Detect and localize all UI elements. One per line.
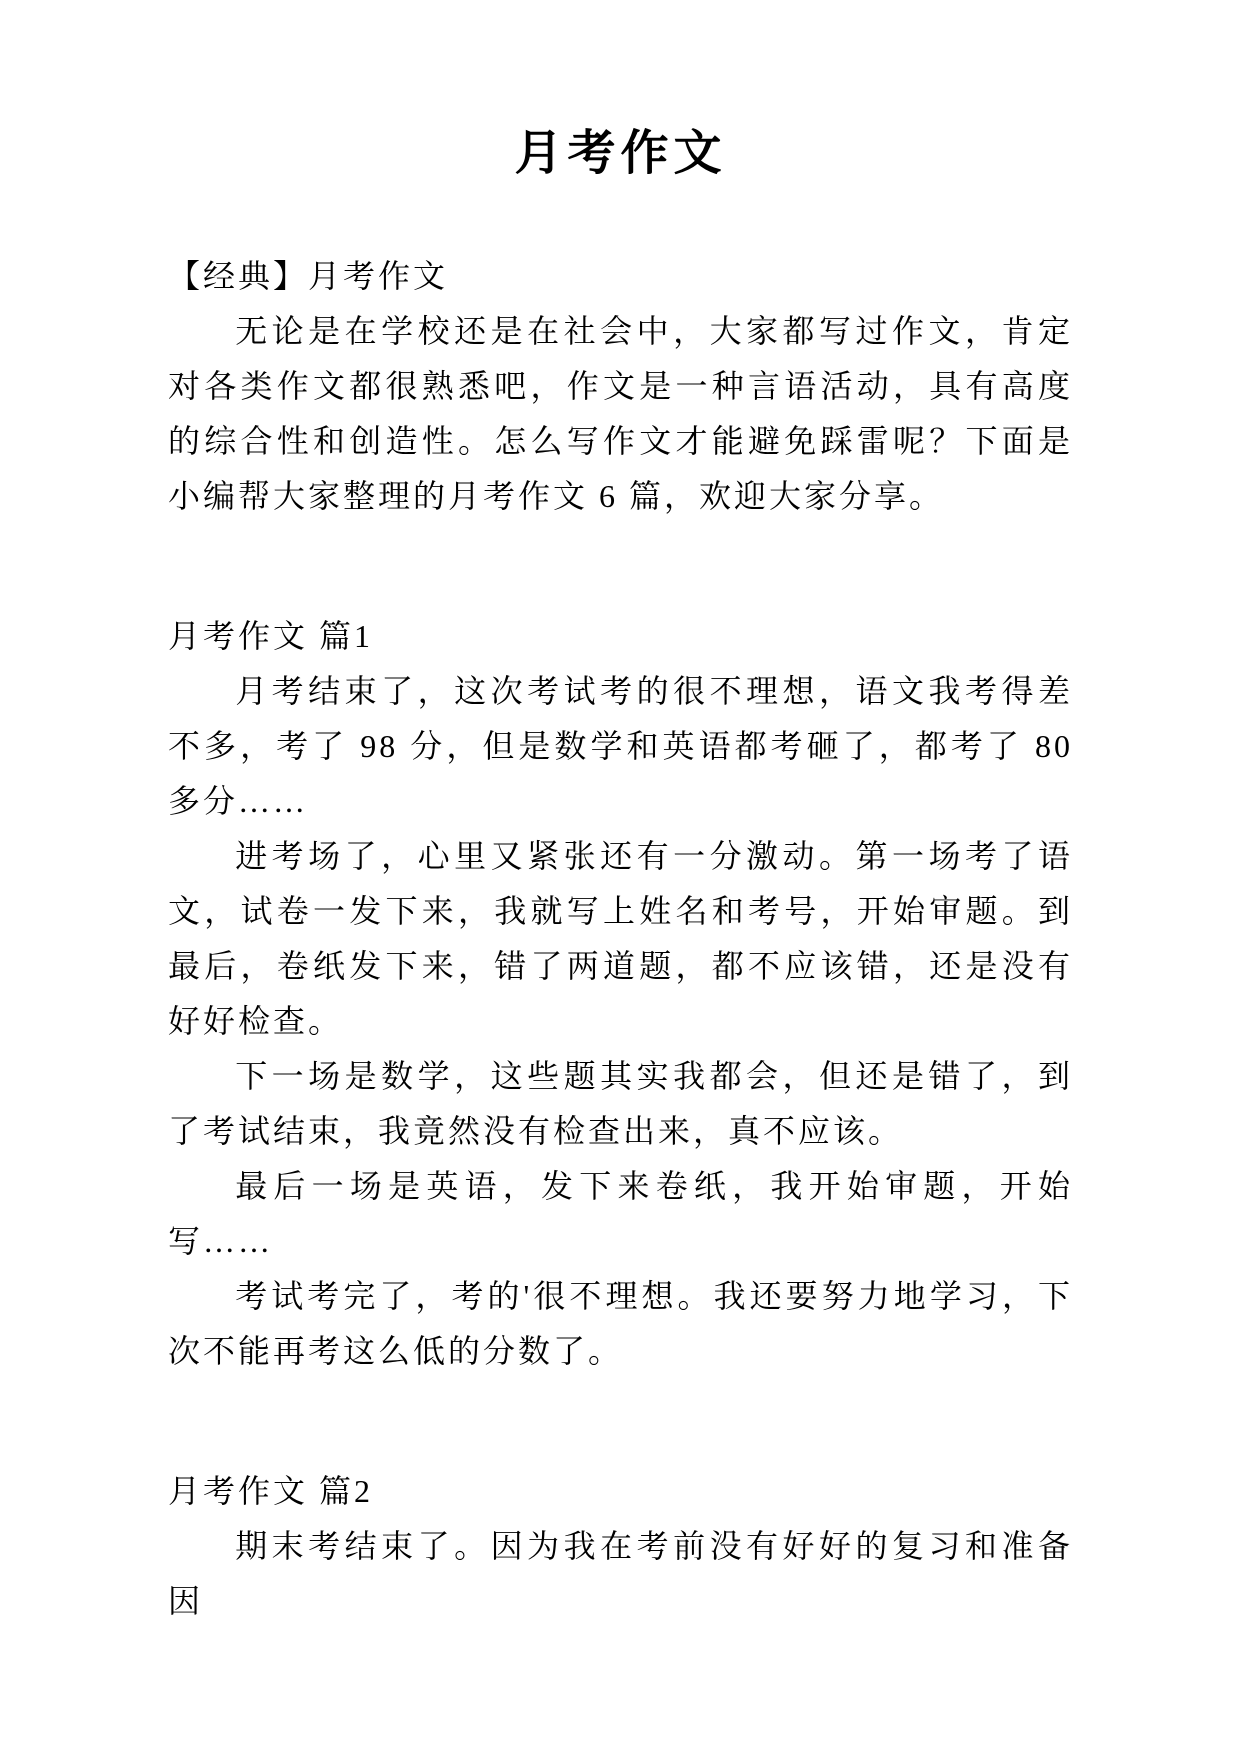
section-1-paragraph-3: 下一场是数学，这些题其实我都会，但还是错了，到了考试结束，我竟然没有检查出来，真不应该。 [168,1058,1073,1149]
section-2-paragraph-1: 期末考结束了。因为我在考前没有好好的复习和准备因 [168,1528,1073,1619]
section-1-heading: 月考作文 篇1 [168,618,374,654]
section-1-paragraph-2: 进考场了，心里又紧张还有一分激动。第一场考了语文，试卷一发下来，我就写上姓名和考号，开始审题。到最后，卷纸发下来，错了两道题，都不应该错，还是没有好好检查。 [168,838,1073,1039]
section-1-paragraph-4: 最后一场是英语，发下来卷纸，我开始审题，开始写…… [168,1168,1073,1259]
section-1-paragraph-1: 月考结束了，这次考试考的很不理想，语文我考得差不多，考了 98 分，但是数学和英语都考砸了，都考了 80 多分…… [168,673,1073,819]
section-2-heading: 月考作文 篇2 [168,1473,374,1509]
document-title: 月考作文 [514,127,727,180]
document-subtitle: 【经典】月考作文 [168,258,449,294]
section-1-paragraph-5: 考试考完了，考的'很不理想。我还要努力地学习，下次不能再考这么低的分数了。 [168,1278,1073,1369]
intro-paragraph: 无论是在学校还是在社会中，大家都写过作文，肯定对各类作文都很熟悉吧，作文是一种言语活动，具有高度的综合性和创造性。怎么写作文才能避免踩雷呢？下面是小编帮大家整理的月考作文 6 篇，欢迎大家分享。 [168,313,1073,514]
